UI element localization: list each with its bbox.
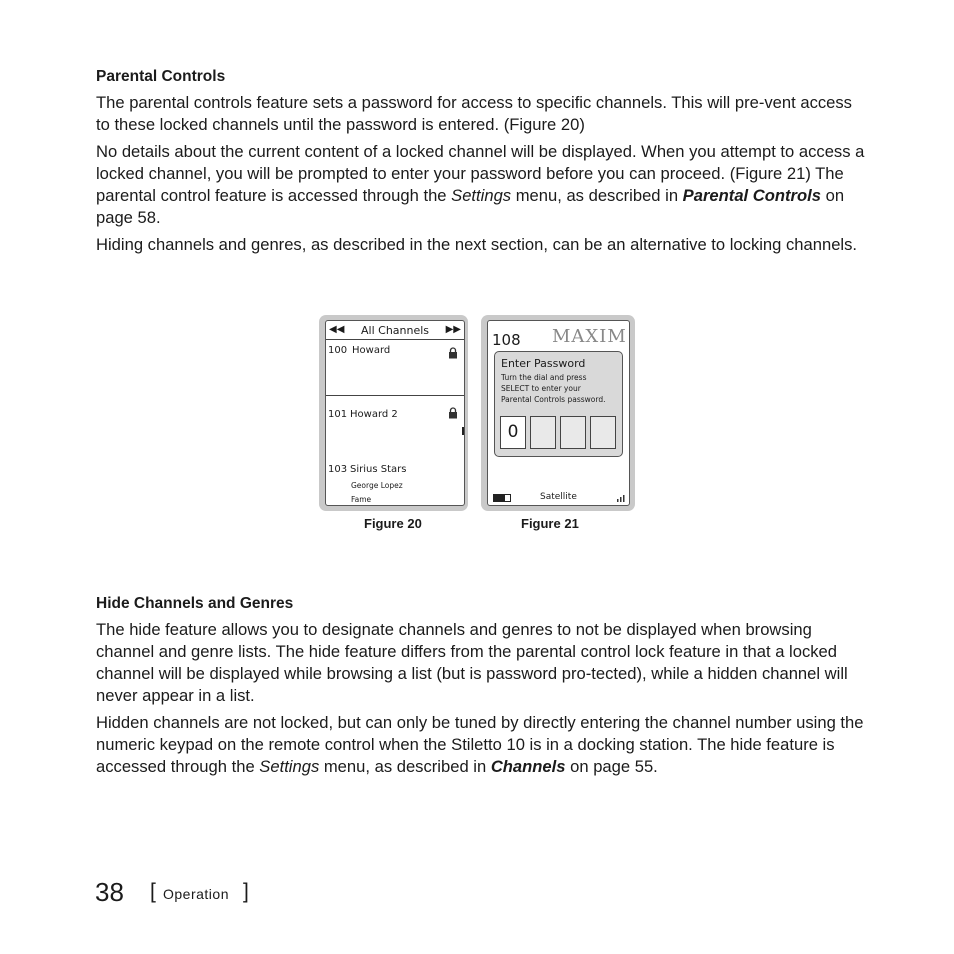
list-title: All Channels xyxy=(361,324,430,337)
paragraph xyxy=(96,141,866,229)
lock-icon xyxy=(448,347,458,359)
password-dialog xyxy=(494,351,623,457)
footer-section: Operation xyxy=(163,886,229,902)
scrollbar[interactable] xyxy=(462,427,464,435)
channel-number: 108 xyxy=(492,331,521,349)
section-heading-hide-channels: Hide Channels and Genres xyxy=(96,595,294,612)
figure-20-device xyxy=(319,315,468,511)
instruction-line: Parental Controls password. xyxy=(501,395,606,404)
text: on page 58. xyxy=(96,186,845,227)
password-digit-2[interactable] xyxy=(530,416,556,449)
lock-icon xyxy=(448,407,458,419)
footer-bracket-open: [ xyxy=(150,880,156,903)
paragraph: The parental controls feature sets a password for access to specific channels. This will pre-vent access to these locked channels until the password is entered. (Figure 20) xyxy=(96,93,852,134)
channel-number: 100 xyxy=(328,345,348,356)
paragraph: The hide feature allows you to designate channels and genres to not be displayed when browsing channel and genre lists. The hide feature differs from the parental control lock feature in that a locked channel will be displayed while browsing a list (but is password pro-tected), while a hidden channel will never appear in a list. xyxy=(96,620,848,705)
section-heading-parental-controls: Parental Controls xyxy=(96,68,226,85)
rewind-icon: ◀◀ xyxy=(329,324,345,335)
channel-name: Howard 2 xyxy=(350,409,398,420)
channel-number: 103 xyxy=(328,464,348,475)
section2-body xyxy=(96,619,866,778)
text: menu, as described in xyxy=(511,186,683,205)
figure-21-caption: Figure 21 xyxy=(521,516,579,531)
list-item xyxy=(326,396,464,456)
text: menu, as described in xyxy=(319,757,491,776)
text: No details about the current content of a locked channel will be displayed. When you attempt to access a locked channel, you will be prompted to enter your password before you can proceed. (Figure 21) The parental control feature is accessed through the xyxy=(96,142,865,205)
list-header xyxy=(326,321,464,340)
channel-name: Howard xyxy=(352,345,391,356)
list-item xyxy=(326,339,464,396)
parental-controls-reference: Parental Controls xyxy=(682,186,821,205)
settings-term: Settings xyxy=(451,186,512,205)
instruction-line: SELECT to enter your xyxy=(501,384,581,393)
instruction-line: Turn the dial and press xyxy=(501,373,587,382)
paragraph: Hiding channels and genres, as described in the next section, can be an alternative to locking channels. xyxy=(96,235,858,254)
maxim-logo: MAXIM xyxy=(552,326,627,347)
artist-name: George Lopez xyxy=(351,481,403,490)
battery-icon xyxy=(493,494,511,502)
signal-source: Satellite xyxy=(540,492,577,502)
text: Hidden channels are not locked, but can only be tuned by directly entering the channel number using the numeric keypad on the remote control when the Stiletto 10 is in a docking station. The hide feature is accessed through the xyxy=(96,713,864,776)
section1-body xyxy=(96,92,866,256)
password-digit-4[interactable] xyxy=(590,416,616,449)
channel-name: Sirius Stars xyxy=(350,464,407,475)
text: on page 55. xyxy=(565,757,658,776)
figure-21-device xyxy=(481,315,635,511)
password-screen xyxy=(487,320,630,506)
paragraph xyxy=(96,712,866,778)
settings-term: Settings xyxy=(259,757,320,776)
password-digit-3[interactable] xyxy=(560,416,586,449)
password-digit-1[interactable]: 0 xyxy=(500,416,526,449)
channel-list-screen xyxy=(325,320,465,506)
song-title: Fame xyxy=(351,495,372,504)
channel-number: 101 xyxy=(328,409,348,420)
footer-bracket-close: ] xyxy=(243,880,249,903)
dialog-title: Enter Password xyxy=(501,357,586,370)
signal-strength-icon xyxy=(617,494,625,502)
figure-20-caption: Figure 20 xyxy=(364,516,422,531)
forward-icon: ▶▶ xyxy=(445,324,461,335)
channels-reference: Channels xyxy=(490,757,566,776)
page-number: 38 xyxy=(95,877,124,907)
dialog-instructions xyxy=(501,372,621,405)
list-item xyxy=(326,457,464,505)
